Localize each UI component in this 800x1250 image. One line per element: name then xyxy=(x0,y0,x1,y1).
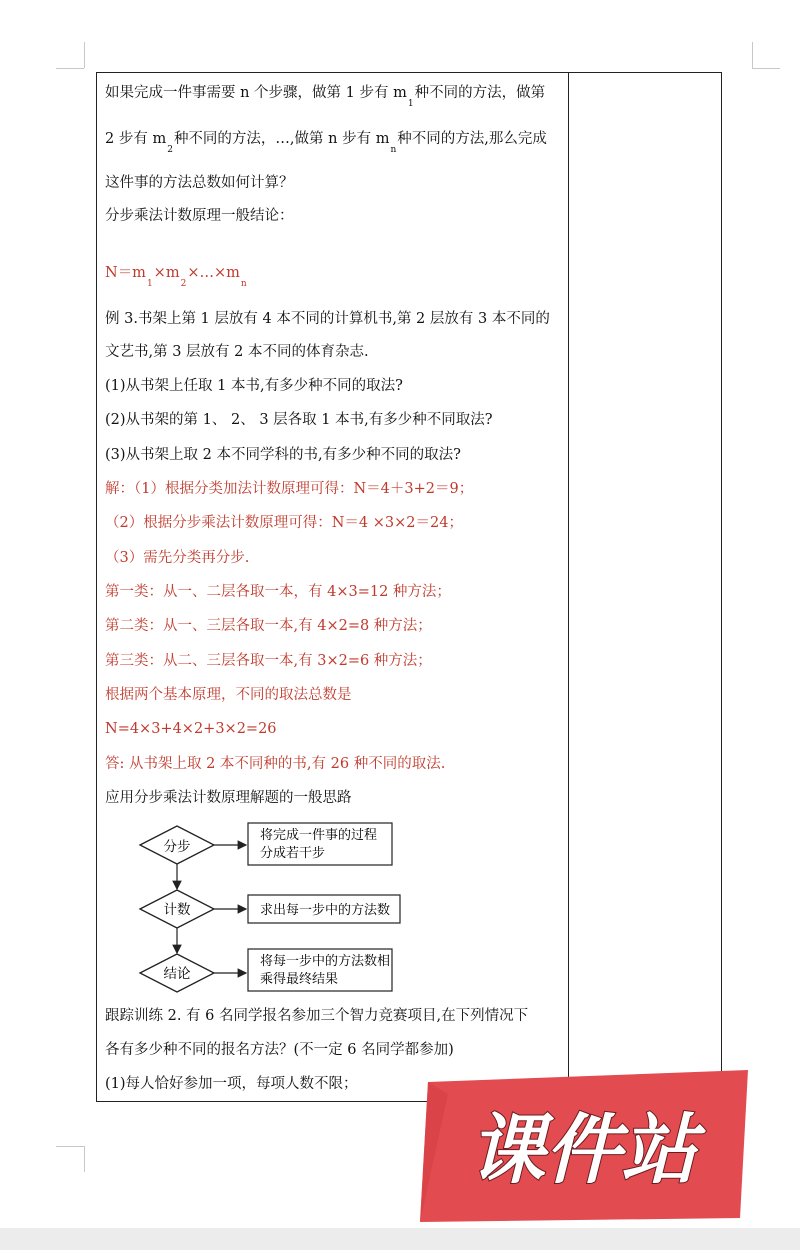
subscript: 1 xyxy=(146,279,153,289)
table-column-divider xyxy=(568,72,569,1102)
formula-line xyxy=(105,263,248,289)
flow-desc-3b: 乘得最终结果 xyxy=(260,972,339,987)
flow-step-3: 结论 xyxy=(163,966,191,982)
flow-step-2: 计数 xyxy=(163,902,191,918)
exercise-line-3: (1)每人恰好参加一项，每项人数不限； xyxy=(105,1076,358,1092)
text: N＝m xyxy=(105,265,146,281)
flow-desc-1b: 分成若干步 xyxy=(260,846,326,861)
flow-desc-3a: 将每一步中的方法数相 xyxy=(260,954,391,969)
watermark-text: 课件站 xyxy=(469,1105,697,1194)
answer-line-9: 答: 从书架上取 2 本不同种的书,有 26 种不同的取法. xyxy=(105,756,446,772)
text-line-4: 分步乘法计数原理一般结论： xyxy=(105,208,294,224)
answer-line-7: 根据两个基本原理，不同的取法总数是 xyxy=(105,687,352,703)
flow-desc-2: 求出每一步中的方法数 xyxy=(260,903,391,918)
crop-mark-bl-h xyxy=(56,1146,84,1147)
crop-mark-tr-h xyxy=(752,68,780,69)
subscript: n xyxy=(240,279,247,289)
text: 种不同的方法，…,做第 n 步有 m xyxy=(173,131,390,147)
text-line-3: 这件事的方法总数如何计算？ xyxy=(105,175,294,191)
subscript: 2 xyxy=(180,279,187,289)
example-line-1: 例 3.书架上第 1 层放有 4 本不同的计算机书,第 2 层放有 3 本不同的 xyxy=(105,311,550,327)
flow-step-1: 分步 xyxy=(163,839,191,855)
subscript: 1 xyxy=(407,99,414,109)
answer-line-3: （3）需先分类再分步. xyxy=(105,550,250,566)
flowchart xyxy=(130,815,410,1000)
page-bottom-bar xyxy=(0,1228,800,1250)
question-2: (2)从书架的第 1、 2、 3 层各取 1 本书,有多少种不同取法? xyxy=(105,412,493,428)
flow-desc-1a: 将完成一件事的过程 xyxy=(260,828,378,843)
text: 种不同的方法，做第 xyxy=(414,85,546,101)
answer-line-5: 第二类：从一、三层各取一本,有 4×2=8 种方法； xyxy=(105,618,432,634)
answer-line-2: （2）根据分步乘法计数原理可得：N＝4 ×3×2＝24； xyxy=(105,515,463,531)
answer-line-6: 第三类：从二、三层各取一本,有 3×2=6 种方法； xyxy=(105,653,432,669)
text: 种不同的方法,那么完成 xyxy=(397,131,547,147)
subscript: 2 xyxy=(167,145,173,155)
crop-mark-tr xyxy=(752,42,753,68)
exercise-line-2: 各有多少种不同的报名方法？(不一定 6 名同学都参加) xyxy=(105,1042,454,1058)
exercise-line-1: 跟踪训练 2. 有 6 名同学报名参加三个智力竞赛项目,在下列情况下 xyxy=(105,1008,529,1024)
crop-mark-bl xyxy=(84,1146,85,1172)
answer-line-4: 第一类：从一、二层各取一本，有 4×3=12 种方法； xyxy=(105,584,451,600)
example-line-2: 文艺书,第 3 层放有 2 本不同的体育杂志. xyxy=(105,344,369,360)
text-line-2 xyxy=(105,129,547,155)
crop-mark-tl-h xyxy=(56,68,84,69)
question-1: (1)从书架上任取 1 本书,有多少种不同的取法? xyxy=(105,378,403,394)
subscript: n xyxy=(390,145,397,155)
text: 2 步有 m xyxy=(105,131,167,147)
watermark-stamp xyxy=(412,1068,754,1223)
text: 如果完成一件事需要 n 个步骤，做第 1 步有 m xyxy=(105,85,407,101)
question-3: (3)从书架上取 2 本不同学科的书,有多少种不同的取法? xyxy=(105,447,461,463)
crop-mark-tl xyxy=(84,42,85,68)
text: ×…×m xyxy=(187,265,240,281)
answer-line-8: N=4×3+4×2+3×2=26 xyxy=(105,721,277,737)
text-line-1 xyxy=(105,83,546,109)
answer-line-1: 解：（1）根据分类加法计数原理可得：N＝4＋3+2＝9； xyxy=(105,481,474,497)
text: ×m xyxy=(153,265,180,281)
flowchart-caption: 应用分步乘法计数原理解题的一般思路 xyxy=(105,790,352,806)
